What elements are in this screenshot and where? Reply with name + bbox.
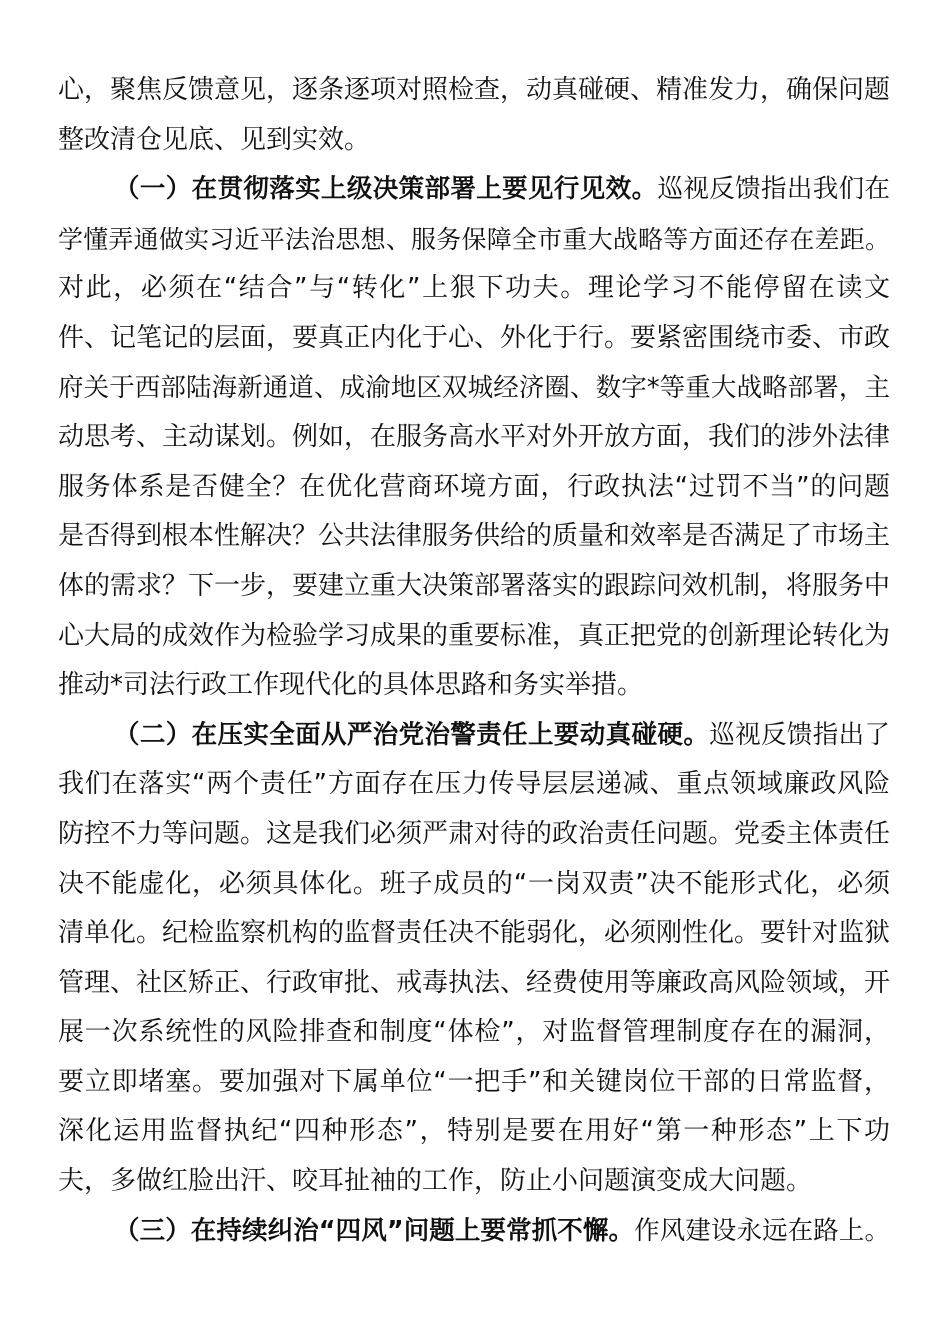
document-page xyxy=(58,66,890,1256)
paragraph-section-2 xyxy=(58,711,890,1207)
section-heading: （一）在贯彻落实上级决策部署上要见行见效。 xyxy=(114,174,658,205)
text-line: 学懂弄通做实习近平法治思想、服务保障全市重大战略等方面还存在差距。 xyxy=(58,224,890,254)
text-line: 服务体系是否健全？在优化营商环境方面，行政执法“过罚不当”的问题 xyxy=(58,471,890,502)
text-line: 整改清仓见底、见到实效。 xyxy=(58,124,371,155)
text-line: 是否得到根本性解决？公共法律服务供给的质量和效率是否满足了市场主 xyxy=(58,521,890,552)
text-line: 防控不力等问题。这是我们必须严肃对待的政治责任问题。党委主体责任 xyxy=(58,818,890,849)
text-line xyxy=(58,711,890,761)
text-line: 体的需求？下一步，要建立重大决策部署落实的跟踪问效机制，将服务中 xyxy=(58,570,890,601)
text-run: 巡视反馈指出了 xyxy=(709,719,890,750)
text-line: 我们在落实“两个责任”方面存在压力传导层层递减、重点领域廉政风险 xyxy=(58,769,890,800)
text-line: 夫，多做红脸出汗、咬耳扯袖的工作，防止小问题演变成大问题。 xyxy=(58,1166,813,1197)
text-line xyxy=(58,165,890,215)
text-line: 对此，必须在“结合”与“转化”上狠下功夫。理论学习不能停留在读文 xyxy=(58,273,890,304)
paragraph-continuation xyxy=(58,66,890,165)
text-line: 动思考、主动谋划。例如，在服务高水平对外开放方面，我们的涉外法律 xyxy=(58,422,890,453)
text-run: 巡视反馈指出我们在 xyxy=(657,174,890,205)
text-line xyxy=(58,1207,890,1257)
text-line: 展一次系统性的风险排查和制度“体检”，对监督管理制度存在的漏洞， xyxy=(58,1017,890,1048)
text-run: 作风建设永远在路上。 xyxy=(634,1215,890,1246)
paragraph-section-1 xyxy=(58,165,890,711)
text-line: 件、记笔记的层面，要真正内化于心、外化于行。要紧密围绕市委、市政 xyxy=(58,322,890,353)
section-heading: （二）在压实全面从严治党治警责任上要动真碰硬。 xyxy=(114,719,710,750)
text-line: 推动*司法行政工作现代化的具体思路和务实举措。 xyxy=(58,670,644,701)
paragraph-section-3 xyxy=(58,1207,890,1257)
text-line: 管理、社区矫正、行政审批、戒毒执法、经费使用等廉政高风险领域，开 xyxy=(58,967,890,998)
section-heading: （三）在持续纠治“四风”问题上要常抓不懈。 xyxy=(114,1215,635,1246)
text-line: 决不能虚化，必须具体化。班子成员的“一岗双责”决不能形式化，必须 xyxy=(58,868,890,899)
text-line: 府关于西部陆海新通道、成渝地区双城经济圈、数字*等重大战略部署，主 xyxy=(58,372,890,403)
text-line: 清单化。纪检监察机构的监督责任决不能弱化，必须刚性化。要针对监狱 xyxy=(58,918,890,949)
text-line: 心，聚焦反馈意见，逐条逐项对照检查，动真碰硬、精准发力，确保问题 xyxy=(58,75,890,105)
text-line: 要立即堵塞。要加强对下属单位“一把手”和关键岗位干部的日常监督， xyxy=(58,1066,890,1097)
text-line: 深化运用监督执纪“四种形态”，特别是要在用好“第一种形态”上下功 xyxy=(58,1116,890,1147)
text-line: 心大局的成效作为检验学习成果的重要标准，真正把党的创新理论转化为 xyxy=(58,620,890,651)
